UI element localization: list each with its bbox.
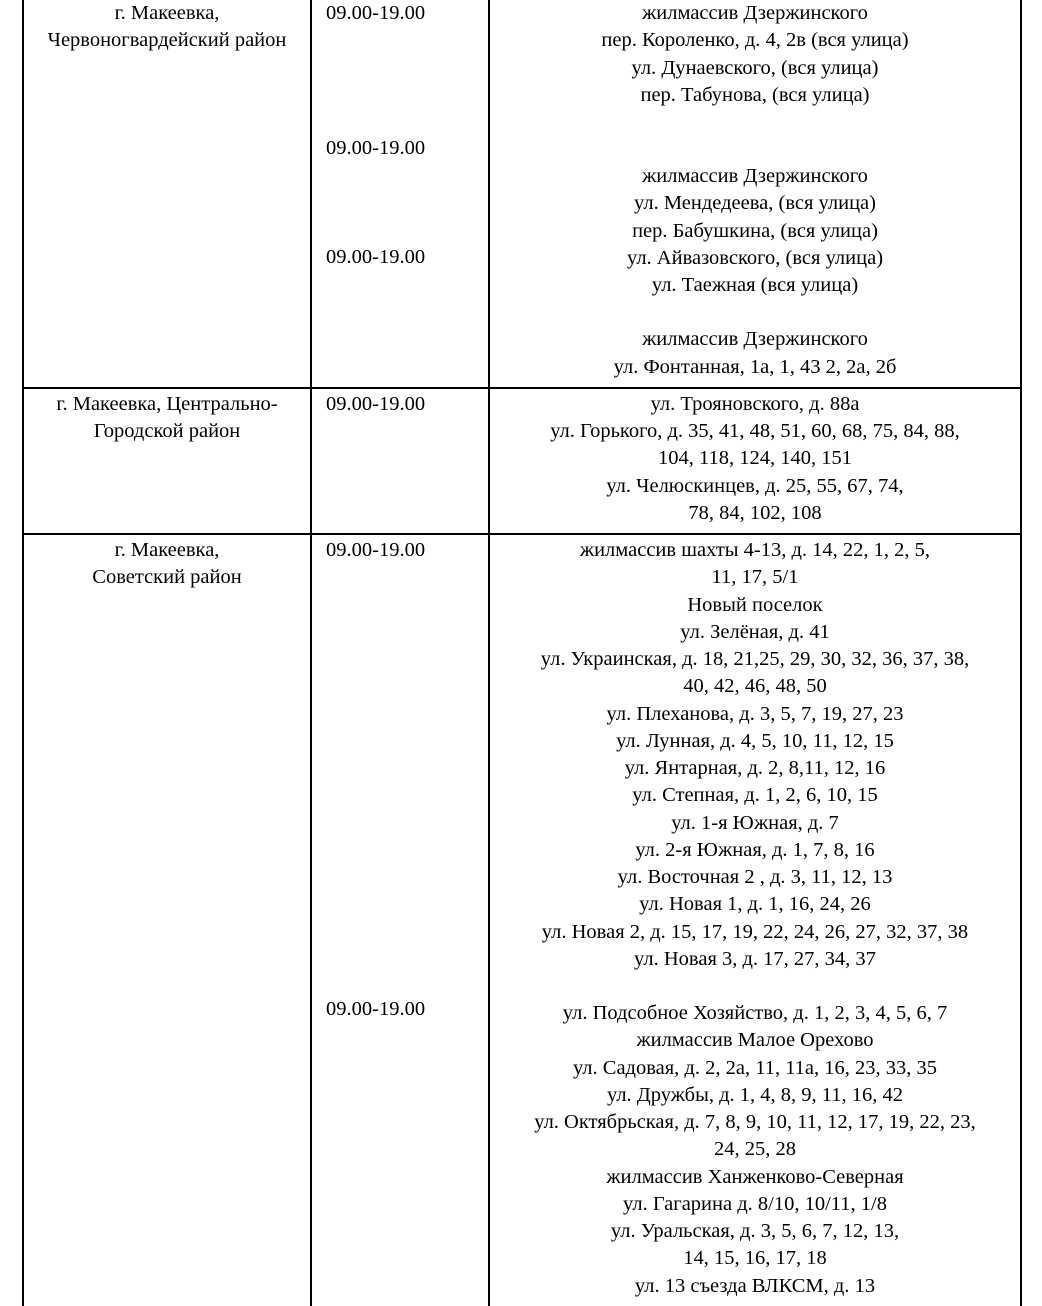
area-line: г. Макеевка, Центрально- bbox=[56, 392, 278, 415]
address-line: ул. Украинская, д. 18, 21,25, 29, 30, 32, 36, 37, 38, bbox=[540, 648, 970, 670]
address-cell bbox=[489, 388, 1021, 534]
address-line: жилмассив Малое Орехово bbox=[636, 1029, 874, 1052]
address-line: ул. Подсобное Хозяйство, д. 1, 2, 3, 4, 5, 6, 7 bbox=[562, 1002, 948, 1024]
time-spacer bbox=[326, 753, 484, 780]
time-value: 09.00-19.00 bbox=[326, 392, 426, 415]
address-line: ул. Фонтанная, 1а, 1, 43 2, 2а, 2б bbox=[613, 355, 897, 378]
time-spacer bbox=[326, 564, 484, 591]
address-line: 104, 118, 124, 140, 151 bbox=[658, 447, 852, 470]
address-line: ул. Новая 2, д. 15, 17, 19, 22, 24, 26, 27, 32, 37, 38 bbox=[541, 920, 969, 943]
time-spacer bbox=[326, 108, 484, 135]
address-line: ул. Новая 1, д. 1, 16, 24, 26 bbox=[639, 893, 871, 916]
time-cell bbox=[311, 388, 489, 534]
address-line: жилмассив Ханженково-Северная bbox=[606, 1165, 904, 1188]
address-spacer bbox=[494, 299, 1016, 326]
time-spacer bbox=[326, 780, 484, 807]
time-spacer bbox=[326, 834, 484, 861]
time-value: 09.00-19.00 bbox=[326, 998, 426, 1021]
address-line: ул. Новая 3, д. 17, 27, 34, 37 bbox=[634, 947, 876, 970]
area-line: Червоногвардейский район bbox=[47, 29, 287, 52]
table-row bbox=[23, 0, 1021, 388]
address-spacer bbox=[494, 109, 1016, 136]
address-line: ул. Дунаевского, (вся улица) bbox=[631, 56, 879, 79]
address-line: ул. Таежная (вся улица) bbox=[651, 274, 859, 296]
time-spacer bbox=[326, 699, 484, 726]
address-line: пер. Короленко, д. 4, 2в (вся улица) bbox=[601, 29, 909, 52]
address-line: ул. Челюскинцев, д. 25, 55, 67, 74, bbox=[606, 474, 904, 497]
address-line: 14, 15, 16, 17, 18 bbox=[683, 1247, 827, 1270]
address-line: 24, 25, 28 bbox=[714, 1138, 796, 1161]
time-spacer bbox=[326, 888, 484, 915]
address-line: ул. Зелёная, д. 41 bbox=[680, 620, 830, 643]
time-value: 09.00-19.00 bbox=[326, 137, 426, 160]
address-line: ул. Садовая, д. 2, 2а, 11, 11а, 16, 23, 33, 35 bbox=[572, 1056, 938, 1079]
address-line: жилмассив Дзержинского bbox=[642, 2, 868, 24]
time-spacer bbox=[326, 54, 484, 81]
time-spacer bbox=[326, 591, 484, 618]
time-spacer bbox=[326, 81, 484, 108]
address-line: ул. Янтарная, д. 2, 8,11, 12, 16 bbox=[624, 757, 886, 779]
address-line: ул. Восточная 2 , д. 3, 11, 12, 13 bbox=[617, 866, 893, 888]
address-line: 40, 42, 46, 48, 50 bbox=[683, 675, 827, 698]
address-cell bbox=[489, 0, 1021, 388]
address-line: ул. Горького, д. 35, 41, 48, 51, 60, 68, 75, 84, 88, bbox=[550, 420, 960, 442]
address-line: 11, 17, 5/1 bbox=[711, 566, 799, 589]
address-spacer bbox=[494, 136, 1016, 163]
address-line: ул. Степная, д. 1, 2, 6, 10, 15 bbox=[632, 784, 878, 807]
address-line: ул. Айвазовского, (вся улица) bbox=[626, 246, 884, 269]
time-value: 09.00-19.00 bbox=[326, 539, 426, 561]
time-spacer bbox=[326, 969, 484, 996]
address-line: ул. Трояновского, д. 88а bbox=[650, 392, 860, 415]
area-cell bbox=[23, 388, 311, 534]
time-spacer bbox=[326, 27, 484, 54]
time-spacer bbox=[326, 942, 484, 969]
time-spacer bbox=[326, 645, 484, 672]
area-cell bbox=[23, 534, 311, 1306]
time-cell bbox=[311, 534, 489, 1306]
outage-schedule-table bbox=[22, 0, 1022, 1306]
address-line: ул. Плеханова, д. 3, 5, 7, 19, 27, 23 bbox=[606, 702, 904, 725]
address-line: ул. Октябрьская, д. 7, 8, 9, 10, 11, 12, 17, 19, 22, 23, bbox=[534, 1111, 976, 1133]
address-line: Новый поселок bbox=[687, 593, 823, 616]
time-value: 09.00-19.00 bbox=[326, 2, 426, 24]
time-value: 09.00-19.00 bbox=[326, 245, 426, 268]
area-cell bbox=[23, 0, 311, 388]
address-line: ул. Дружбы, д. 1, 4, 8, 9, 11, 16, 42 bbox=[606, 1083, 904, 1106]
address-line: ул. 13 съезда ВЛКСМ, д. 13 bbox=[634, 1274, 876, 1297]
address-line: ул. Уральская, д. 3, 5, 6, 7, 12, 13, bbox=[610, 1220, 900, 1242]
time-spacer bbox=[326, 915, 484, 942]
address-line: ул. 2-я Южная, д. 1, 7, 8, 16 bbox=[635, 838, 875, 861]
address-spacer bbox=[494, 973, 1016, 1000]
time-cell bbox=[311, 0, 489, 388]
area-line: Городской район bbox=[93, 420, 241, 442]
time-spacer bbox=[326, 217, 484, 244]
area-line: г. Макеевка, bbox=[114, 2, 220, 24]
time-spacer bbox=[326, 190, 484, 217]
address-cell bbox=[489, 534, 1021, 1306]
address-line: 78, 84, 102, 108 bbox=[688, 501, 822, 524]
time-spacer bbox=[326, 861, 484, 888]
address-line: пер. Бабушкина, (вся улица) bbox=[632, 219, 878, 242]
area-line: Советский район bbox=[92, 566, 242, 589]
address-line: ул. Лунная, д. 4, 5, 10, 11, 12, 15 bbox=[616, 729, 894, 752]
address-line: пер. Табунова, (вся улица) bbox=[640, 83, 870, 106]
table-row bbox=[23, 388, 1021, 534]
address-line: жилмассив шахты 4-13, д. 14, 22, 1, 2, 5, bbox=[579, 539, 931, 561]
time-spacer bbox=[326, 726, 484, 753]
area-line: г. Макеевка, bbox=[114, 539, 220, 561]
address-line: ул. 1-я Южная, д. 7 bbox=[671, 811, 839, 834]
address-line: жилмассив Дзержинского bbox=[642, 328, 868, 351]
address-line: ул. Мендедеева, (вся улица) bbox=[634, 192, 876, 215]
time-spacer bbox=[326, 672, 484, 699]
table-row bbox=[23, 534, 1021, 1306]
time-spacer bbox=[326, 163, 484, 190]
address-line: ул. Гагарина д. 8/10, 10/11, 1/8 bbox=[623, 1192, 887, 1215]
time-spacer bbox=[326, 618, 484, 645]
address-line: жилмассив Дзержинского bbox=[642, 165, 868, 187]
time-spacer bbox=[326, 807, 484, 834]
